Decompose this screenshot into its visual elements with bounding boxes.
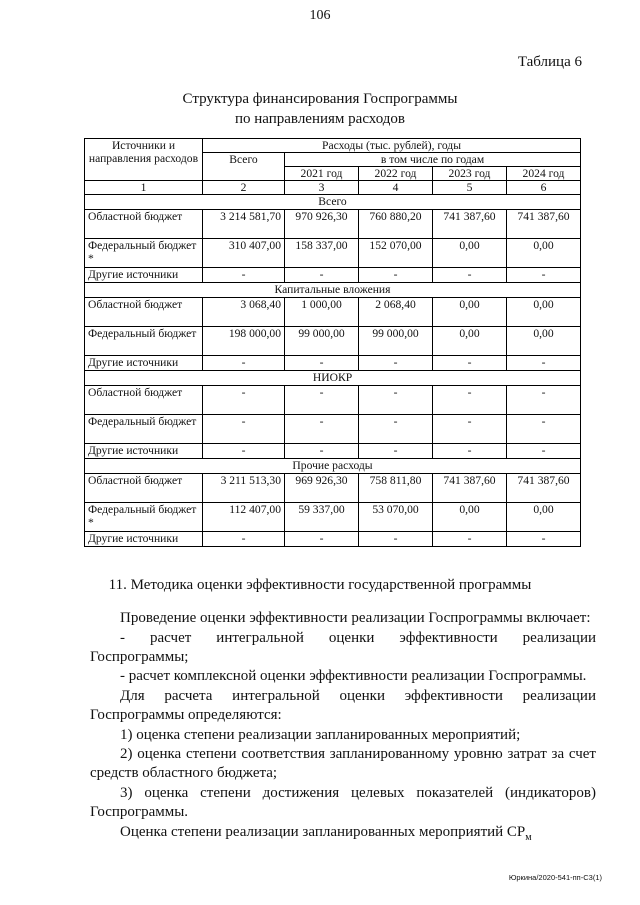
- paragraph-8-text: Оценка степени реализации запланированных мероприятий СР: [120, 824, 526, 840]
- column-number: 3: [285, 181, 359, 195]
- paragraph-2-line-1: - расчет интегральной оценки эффективности реализации: [120, 630, 596, 646]
- source-cell: Федеральный бюджет: [85, 327, 203, 356]
- table-row: [85, 356, 581, 371]
- value-cell: 0,00: [507, 298, 581, 327]
- section-row: [85, 459, 581, 474]
- column-number: 5: [433, 181, 507, 195]
- value-cell: 760 880,20: [359, 210, 433, 239]
- value-cell: 1 000,00: [285, 298, 359, 327]
- source-cell: Федеральный бюджет *: [85, 503, 203, 532]
- value-cell: 0,00: [433, 327, 507, 356]
- value-cell: 970 926,30: [285, 210, 359, 239]
- table-body: [85, 195, 581, 547]
- column-number: 6: [507, 181, 581, 195]
- value-cell: 3 068,40: [203, 298, 285, 327]
- value-cell: -: [285, 532, 359, 547]
- value-cell: -: [433, 268, 507, 283]
- table-title-line-2: по направлениям расходов: [234, 111, 405, 127]
- page-number: 106: [309, 8, 331, 23]
- value-cell: 0,00: [433, 239, 507, 268]
- section-row: [85, 371, 581, 386]
- paragraph-4: [90, 687, 596, 725]
- value-cell: 758 811,80: [359, 474, 433, 503]
- value-cell: -: [507, 386, 581, 415]
- paragraph-2-line-2: Госпрограммы;: [90, 649, 189, 665]
- source-cell: Другие источники: [85, 444, 203, 459]
- value-cell: 99 000,00: [359, 327, 433, 356]
- header-year: 2023 год: [433, 167, 507, 181]
- paragraph-7-line-1: 3) оценка степени достижения целевых показателей (индикаторов): [120, 785, 596, 801]
- source-cell: Областной бюджет: [85, 474, 203, 503]
- paragraph-4-line-1: Для расчета интегральной оценки эффективности реализации: [120, 688, 596, 704]
- header-expenses: Расходы (тыс. рублей), годы: [203, 139, 581, 153]
- value-cell: -: [203, 356, 285, 371]
- source-cell: Областной бюджет: [85, 298, 203, 327]
- value-cell: 969 926,30: [285, 474, 359, 503]
- value-cell: -: [203, 386, 285, 415]
- table-title: [0, 89, 640, 129]
- source-cell: Другие источники: [85, 532, 203, 547]
- section-title: НИОКР: [85, 371, 581, 386]
- value-cell: -: [433, 415, 507, 444]
- column-number: 1: [85, 181, 203, 195]
- value-cell: 53 070,00: [359, 503, 433, 532]
- value-cell: 0,00: [507, 239, 581, 268]
- table-label: Таблица 6: [517, 54, 582, 70]
- value-cell: 741 387,60: [507, 210, 581, 239]
- paragraph-5: 1) оценка степени реализации запланированных мероприятий;: [120, 727, 521, 743]
- header-year: 2022 год: [359, 167, 433, 181]
- paragraph-3: - расчет комплексной оценки эффективности реализации Госпрограммы.: [120, 668, 587, 684]
- value-cell: -: [507, 532, 581, 547]
- value-cell: -: [203, 532, 285, 547]
- paragraph-6-line-2: средств областного бюджета;: [90, 765, 278, 781]
- value-cell: -: [359, 356, 433, 371]
- paragraph-8-subscript: м: [525, 832, 532, 843]
- value-cell: -: [433, 444, 507, 459]
- table-row: [85, 415, 581, 444]
- paragraph-1: Проведение оценки эффективности реализации Госпрограммы включает:: [120, 610, 591, 626]
- source-cell: Федеральный бюджет: [85, 415, 203, 444]
- table-row: [85, 210, 581, 239]
- table-row: [85, 474, 581, 503]
- paragraph-6: [90, 745, 596, 783]
- value-cell: -: [359, 415, 433, 444]
- table-row: [85, 239, 581, 268]
- paragraph-8: [90, 823, 596, 847]
- header-year: 2024 год: [507, 167, 581, 181]
- value-cell: -: [359, 268, 433, 283]
- value-cell: -: [203, 444, 285, 459]
- source-cell: Другие источники: [85, 268, 203, 283]
- section-title: Капитальные вложения: [85, 283, 581, 298]
- header-total: Всего: [203, 153, 285, 181]
- table-row: [85, 503, 581, 532]
- value-cell: -: [507, 268, 581, 283]
- section-heading: 11. Методика оценки эффективности государственной программы: [108, 577, 532, 593]
- value-cell: -: [285, 268, 359, 283]
- value-cell: 0,00: [433, 503, 507, 532]
- document-code: Юркина/2020-541-пп-С3(1): [508, 873, 602, 882]
- value-cell: 99 000,00: [285, 327, 359, 356]
- value-cell: -: [507, 356, 581, 371]
- paragraph-6-line-1: 2) оценка степени соответствия запланированному уровню затрат за счет: [120, 746, 596, 762]
- header-year: 2021 год: [285, 167, 359, 181]
- value-cell: 198 000,00: [203, 327, 285, 356]
- table-row: [85, 268, 581, 283]
- header-including: в том числе по годам: [285, 153, 581, 167]
- value-cell: -: [507, 444, 581, 459]
- value-cell: 3 214 581,70: [203, 210, 285, 239]
- value-cell: -: [285, 386, 359, 415]
- financing-table: [84, 138, 581, 547]
- value-cell: -: [433, 356, 507, 371]
- source-cell: Федеральный бюджет *: [85, 239, 203, 268]
- table-row: [85, 532, 581, 547]
- table-title-line-1: Структура финансирования Госпрограммы: [182, 91, 458, 107]
- section-title: Всего: [85, 195, 581, 210]
- paragraph-7-line-2: Госпрограммы.: [90, 804, 189, 820]
- value-cell: -: [507, 415, 581, 444]
- value-cell: 310 407,00: [203, 239, 285, 268]
- section-row: [85, 195, 581, 210]
- table-row: [85, 327, 581, 356]
- value-cell: 59 337,00: [285, 503, 359, 532]
- table-row: [85, 386, 581, 415]
- section-row: [85, 283, 581, 298]
- source-cell: Областной бюджет: [85, 210, 203, 239]
- value-cell: 0,00: [507, 503, 581, 532]
- value-cell: 0,00: [433, 298, 507, 327]
- value-cell: 741 387,60: [433, 474, 507, 503]
- paragraph-4-line-2: Госпрограммы определяются:: [90, 707, 282, 723]
- value-cell: -: [433, 386, 507, 415]
- section-title: Прочие расходы: [85, 459, 581, 474]
- source-cell: Областной бюджет: [85, 386, 203, 415]
- value-cell: 741 387,60: [433, 210, 507, 239]
- value-cell: -: [285, 356, 359, 371]
- table-row: [85, 298, 581, 327]
- value-cell: -: [359, 444, 433, 459]
- value-cell: -: [359, 532, 433, 547]
- paragraph-2: [90, 629, 596, 667]
- value-cell: 0,00: [507, 327, 581, 356]
- value-cell: -: [433, 532, 507, 547]
- header-sources: Источники и направления расходов: [85, 139, 203, 181]
- value-cell: -: [285, 415, 359, 444]
- value-cell: 112 407,00: [203, 503, 285, 532]
- value-cell: 741 387,60: [507, 474, 581, 503]
- paragraph-7: [90, 784, 596, 822]
- table-row: [85, 444, 581, 459]
- value-cell: -: [285, 444, 359, 459]
- value-cell: 152 070,00: [359, 239, 433, 268]
- value-cell: -: [203, 268, 285, 283]
- source-cell: Другие источники: [85, 356, 203, 371]
- value-cell: -: [203, 415, 285, 444]
- column-number: 4: [359, 181, 433, 195]
- value-cell: 2 068,40: [359, 298, 433, 327]
- column-number: 2: [203, 181, 285, 195]
- value-cell: 158 337,00: [285, 239, 359, 268]
- value-cell: 3 211 513,30: [203, 474, 285, 503]
- value-cell: -: [359, 386, 433, 415]
